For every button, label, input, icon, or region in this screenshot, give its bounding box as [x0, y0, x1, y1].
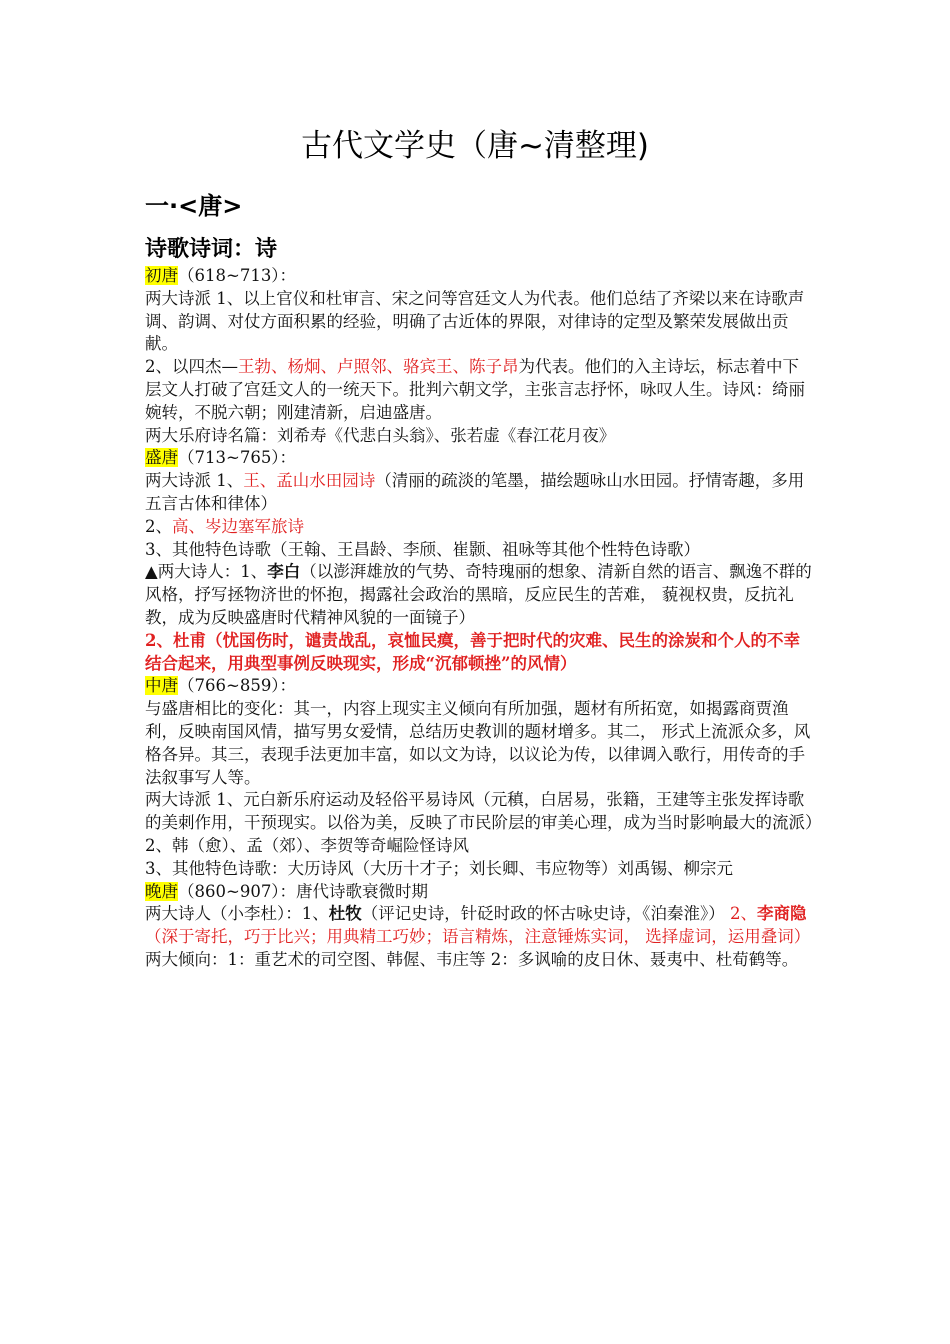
document-body	[145, 265, 822, 972]
mid-changes: 与盛唐相比的变化：其一，内容上现实主义倾向有所加强，题材有所拓宽，如揭露商贾渔利，反映南国风情，描写男女爱情，总结历史教训的题材增多。其二， 形式上流派众多，风格各异。其三，表现手法更加丰富，如以文为诗，以议论为传，以律调入歌行，用传奇的手法叙事写人等。	[145, 699, 811, 787]
late-poets	[145, 903, 815, 949]
mid-school-3: 3、其他特色诗歌：大历诗风（大历十才子；刘长卿、韦应物等）刘禹锡、柳宗元	[145, 858, 733, 878]
subsection-heading-poetry: 诗歌诗词：诗	[145, 237, 278, 262]
mid-school-1: 两大诗派 1、元白新乐府运动及轻俗平易诗风（元稹，白居易，张籍，王建等主张发挥诗歌的美刺作用，干预现实。以俗为美，反映了市民阶层的审美心理，成为当时影响最大的流派）	[145, 790, 822, 833]
section-heading-tang: 一·<唐>	[145, 192, 243, 220]
text-span: （评记史诗，针砭时政的怀古咏史诗，《泊秦淮》）	[361, 904, 725, 924]
period-range-late: （860~907）：唐代诗歌衰微时期	[178, 881, 429, 901]
mid-school-2: 2、韩（愈）、孟（郊）、李贺等奇崛险怪诗风	[145, 835, 469, 855]
mid-tang-heading	[145, 675, 815, 698]
high-tang-heading	[145, 447, 815, 470]
text-span: （忧国伤时，谴责战乱，哀恤民瘼，善于把时代的灾难、民生的涂炭和个人的不幸结合起来，用典型事例反映现实，形成“沉郁顿挫”的风情）	[145, 630, 800, 673]
period-label-late: 晚唐	[145, 881, 178, 901]
text-span: 2、以四杰—	[145, 357, 238, 377]
late-tang-heading	[145, 881, 815, 904]
text-span: 2、	[730, 904, 757, 924]
high-school-3: 3、其他特色诗歌（王翰、王昌龄、李颀、崔颢、祖咏等其他个性特色诗歌）	[145, 539, 700, 559]
four-talents-names: 王勃、杨炯、卢照邻、骆宾王、陈子昂	[238, 357, 519, 377]
poet-name-dumu: 杜牧	[328, 904, 362, 924]
period-range-high: （713~765）：	[178, 448, 297, 468]
poet-name-libai: 李白	[267, 562, 301, 582]
period-range-mid: （766~859）：	[178, 676, 297, 696]
text-span: 2、	[145, 516, 172, 536]
period-label-early: 初唐	[145, 266, 178, 285]
text-span: ▲两大诗人：1、	[145, 562, 268, 582]
early-school-2	[145, 356, 815, 424]
gao-cen-school: 高、岑边塞军旅诗	[172, 516, 304, 536]
poet-name-dufu: 2、杜甫	[145, 630, 206, 650]
wang-meng-school: 王、孟山水田园诗	[243, 471, 376, 491]
high-poet-dufu	[145, 630, 815, 676]
text-span: （以澎湃雄放的气势、奇特瑰丽的想象、清新自然的语言、飘逸不群的风格，抒写拯物济世的怀抱，揭露社会政治的黑暗，反应民生的苦难， 藐视权贵，反抗礼教，成为反映盛唐时代精神风貌的一面镜子）	[145, 562, 812, 627]
high-school-1	[145, 470, 815, 516]
text-span: 两大诗人（小李杜）：1、	[145, 904, 329, 924]
high-poet-libai	[145, 561, 815, 629]
text-span: （深于寄托，巧于比兴；用典精工巧妙；语言精炼，注意锤炼实词， 选择虚词，运用叠词）	[145, 927, 811, 947]
early-school-1: 两大诗派 1、以上官仪和杜审言、宋之问等宫廷文人为代表。他们总结了齐梁以来在诗歌声调、韵调、对仗方面积累的经验，明确了古近体的界限，对律诗的定型及繁荣发展做出贡献。	[145, 288, 805, 354]
high-school-2	[145, 516, 815, 539]
period-label-mid: 中唐	[145, 676, 178, 696]
early-tang-heading	[145, 265, 815, 288]
late-trends: 两大倾向：1：重艺术的司空图、韩偓、韦庄等 2：多讽喻的皮日休、聂夷中、杜荀鹤等。	[145, 949, 799, 969]
early-yuefu: 两大乐府诗名篇：刘希寿《代悲白头翁》、张若虚《春江花月夜》	[145, 425, 616, 445]
period-range-early: （618~713）：	[178, 266, 297, 285]
text-span: 两大诗派 1、	[145, 471, 244, 491]
period-label-high: 盛唐	[145, 448, 178, 468]
page-title: 古代文学史（唐~清整理)	[300, 128, 650, 164]
text-span: （清丽的疏淡的笔墨，描绘题咏山水田园。抒情寄趣，多用五言古体和律体）	[145, 471, 805, 513]
text-span: 为代表。他们的入主诗坛，标志着中下层文人打破了宫廷文人的一统天下。批判六朝文学，主张言志抒怀，咏叹人生。诗风：绮丽婉转，不脱六朝；刚建清新，启迪盛唐。	[145, 357, 805, 422]
poet-name-lishangyin: 李商隐	[757, 904, 807, 924]
